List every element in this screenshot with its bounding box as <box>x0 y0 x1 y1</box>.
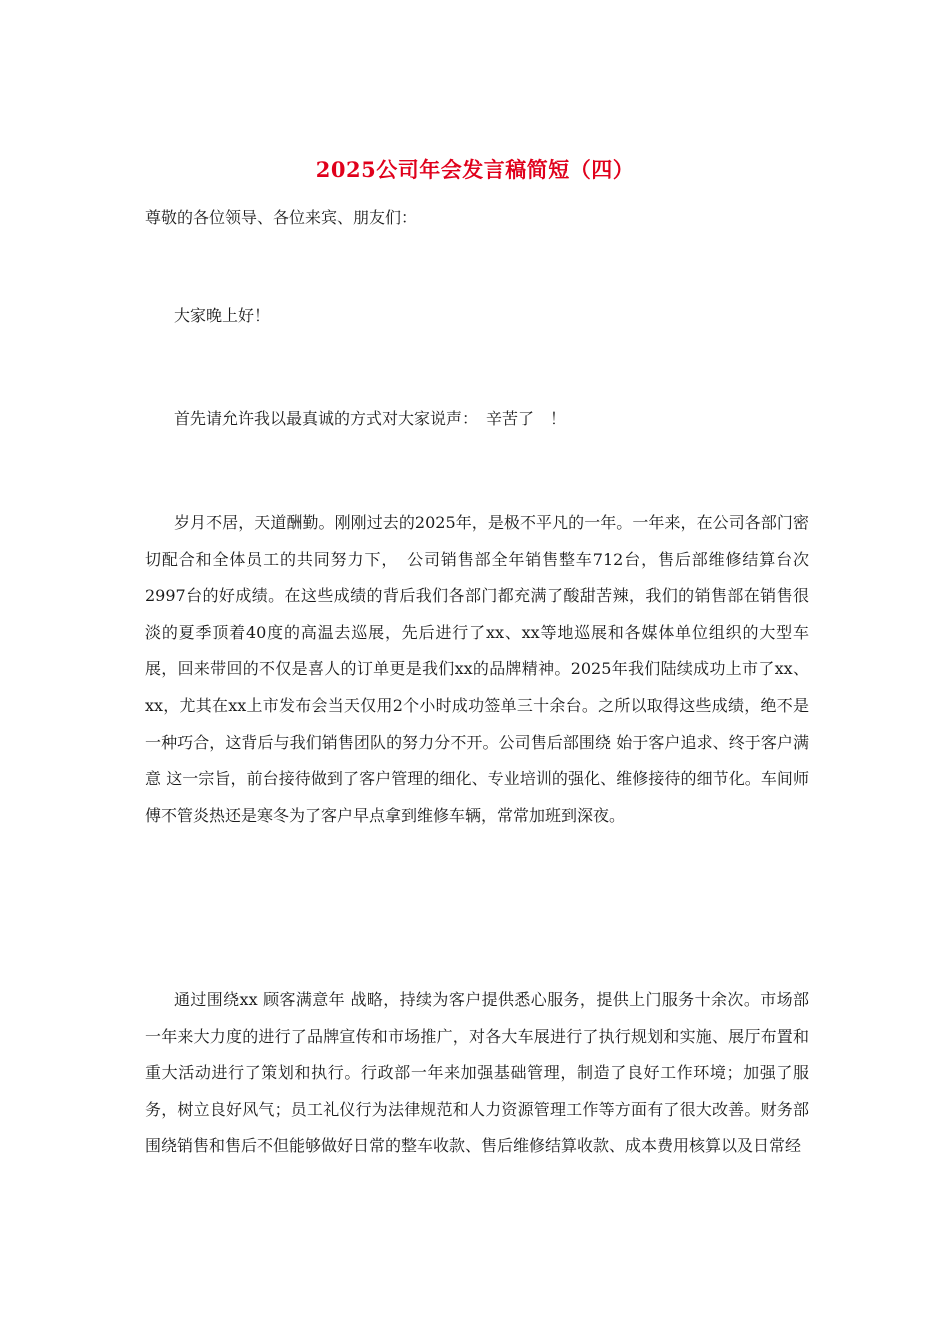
paragraph-opening: 大家晚上好！ <box>174 306 271 325</box>
paragraph-departments: 通过围绕xx 顾客满意年 战略，持续为客户提供悉心服务，提供上门服务十余次。市场部一年来大力度的进行了品牌宣传和市场推广，对各大车展进行了执行规划和实施、展厅布置和重大活动进行了策划和执行。行政部一年来加强基础管理，制造了良好工作环境；加强了服务，树立良好风气；员工礼仪行为法律规范和人力资源管理工作等方面有了很大改善。财务部围绕销售和售后不但能够做好日常的整车收款、售后维修结算收款、成本费用核算以及日常经 <box>145 990 809 1156</box>
paragraph-thanks: 首先请允许我以最真诚的方式对大家说声： 辛苦了 ！ <box>174 409 567 428</box>
paragraph-achievements: 岁月不居，天道酬勤。刚刚过去的2025年，是极不平凡的一年。一年来，在公司各部门密切配合和全体员工的共同努力下， 公司销售部全年销售整车712台，售后部维修结算台次2997台的好成绩。在这些成绩的背后我们各部门都充满了酸甜苦辣，我们的销售部在销售很淡的夏季顶着40度的高温去巡展，先后进行了xx、xx等地巡展和各媒体单位组织的大型车展，回来带回的不仅是喜人的订单更是我们xx的品牌精神。2025年我们陆续成功上市了xx、xx，尤其在xx上市发布会当天仅用2个小时成功签单三十余台。之所以取得这些成绩，绝不是一种巧合，这背后与我们销售团队的努力分不开。公司售后部围绕 始于客户追求、终于客户满意 这一宗旨，前台接待做到了客户管理的细化、专业培训的强化、维修接待的细节化。车间师傅不管炎热还是寒冬为了客户早点拿到维修车辆，常常加班到深夜。 <box>145 513 809 825</box>
document-title: 2025公司年会发言稿简短（四） <box>315 157 635 182</box>
greeting-line: 尊敬的各位领导、各位来宾、朋友们： <box>145 208 418 227</box>
